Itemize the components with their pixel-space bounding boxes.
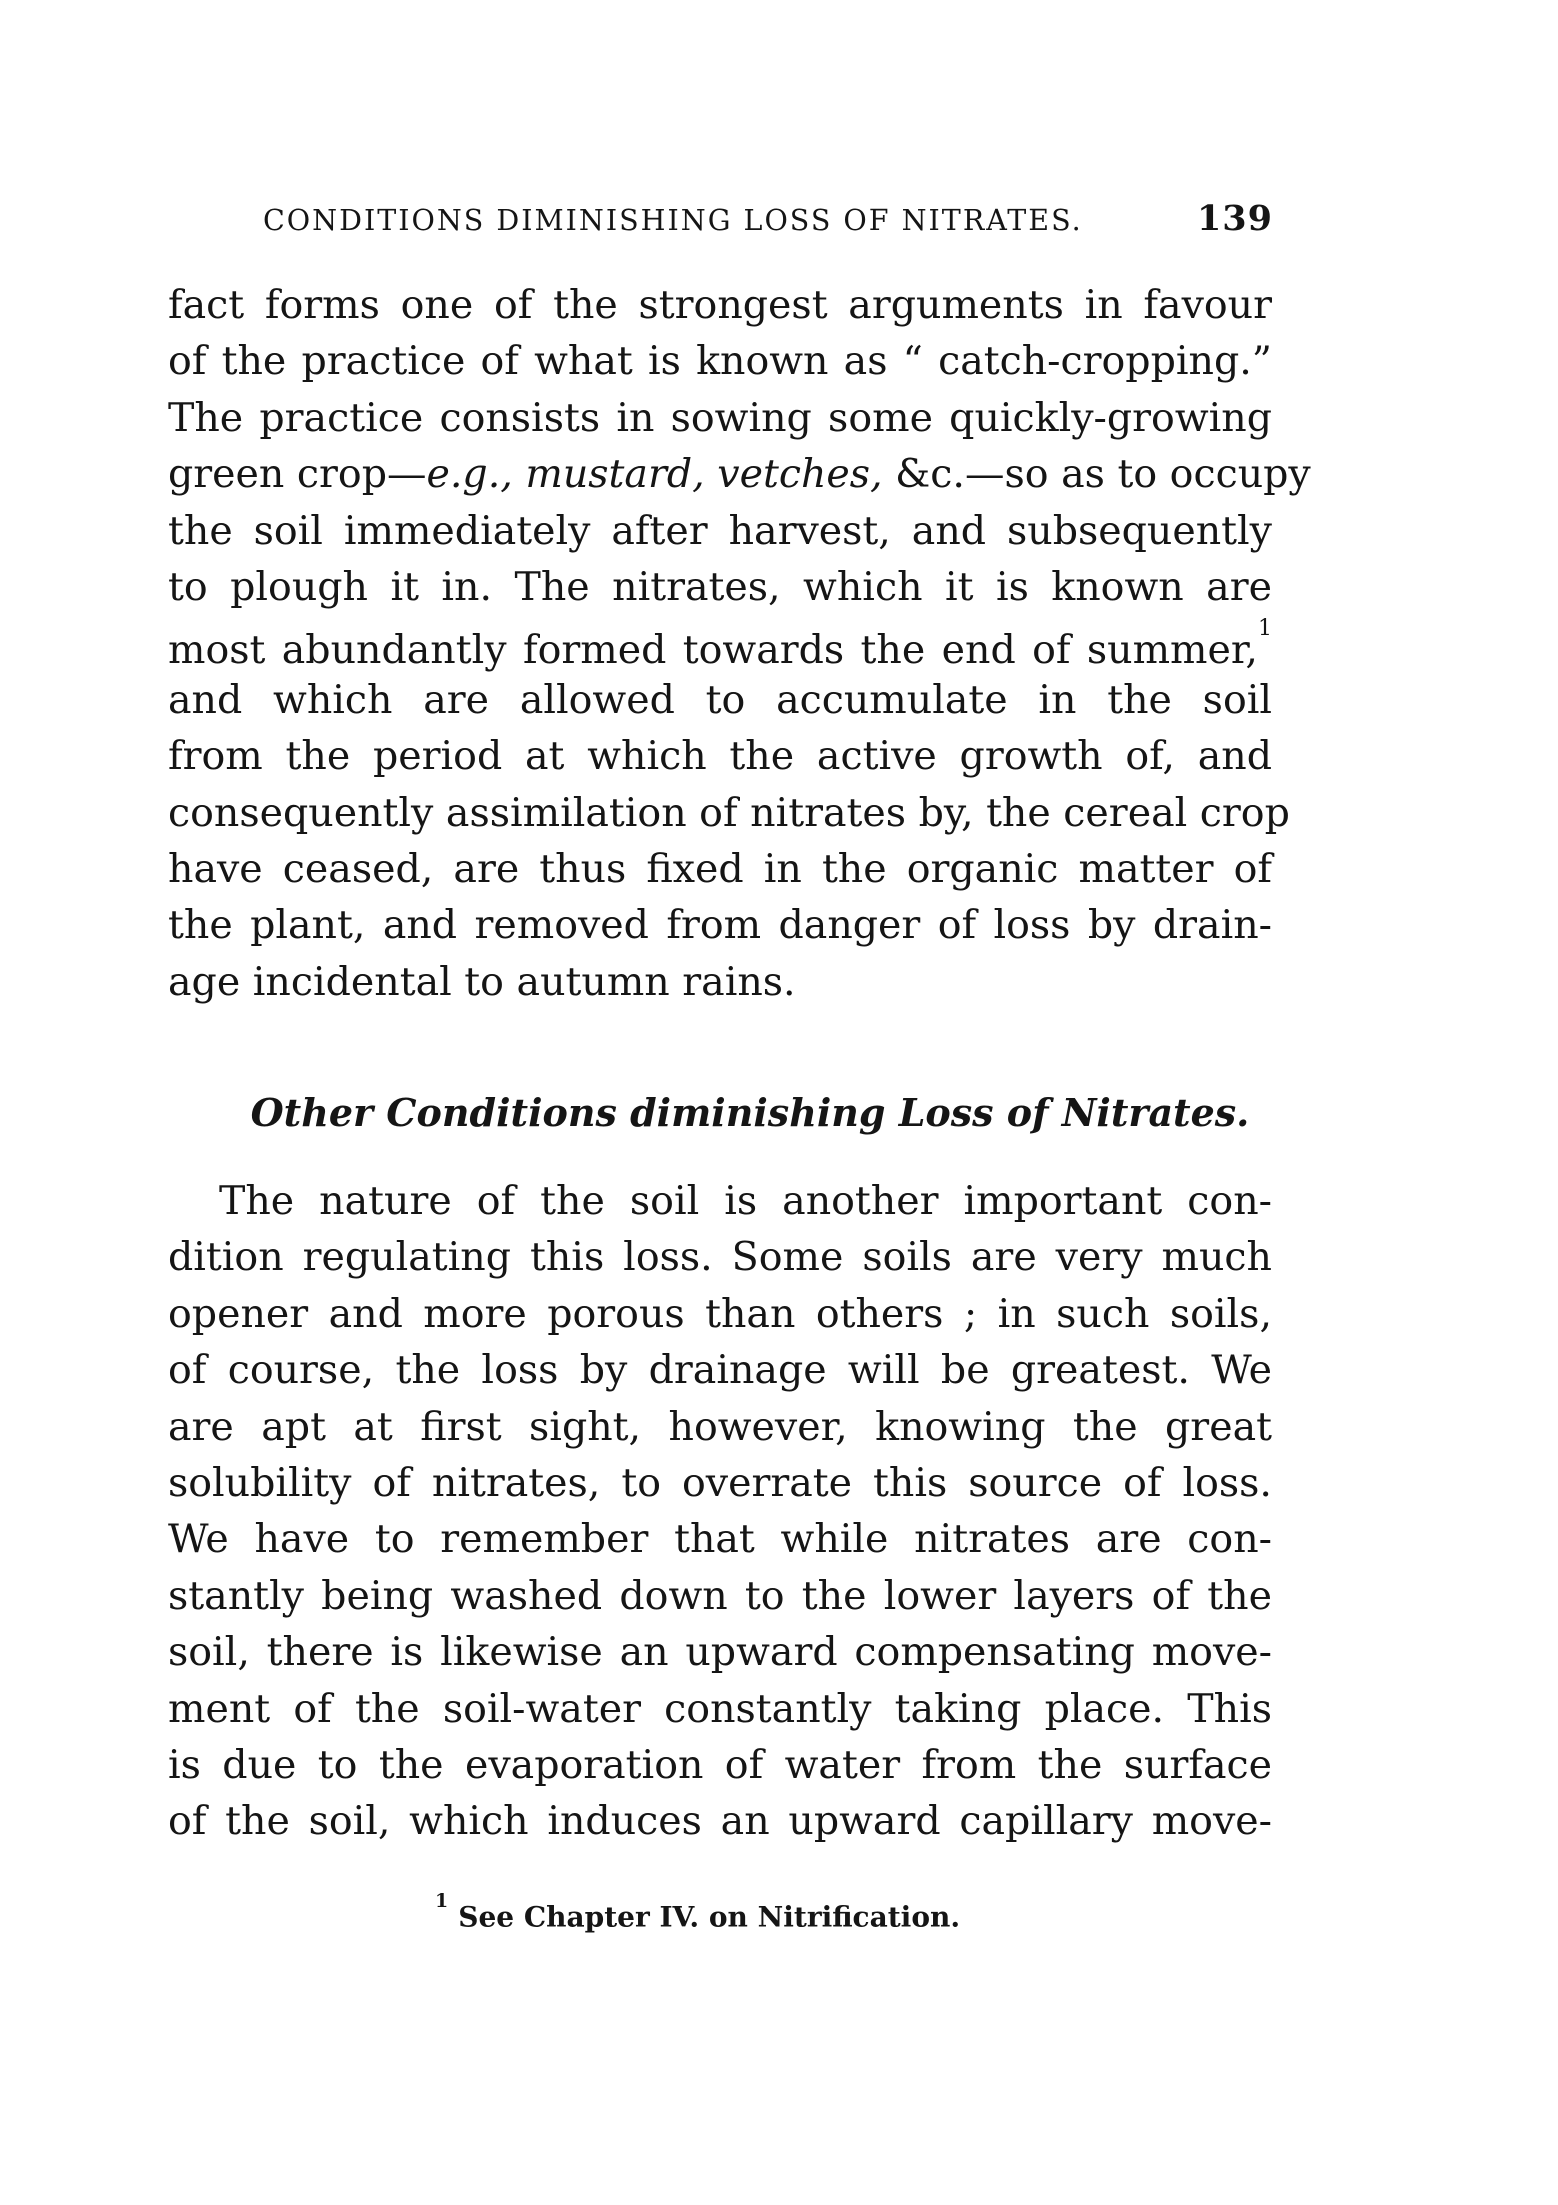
text-segment: green crop— (168, 451, 427, 498)
text-line: soil, there is likewise an upward compensating move- (168, 1629, 1272, 1676)
text-segment: &c.—so as to occupy (882, 451, 1311, 498)
text-line: of the practice of what is known as “ catch-cropping.” (168, 338, 1272, 385)
text-line (168, 446, 1311, 502)
text-segment: most abundantly formed towards the end of summer, (168, 627, 1258, 674)
text-line: have ceased, are thus fixed in the organic matter of (168, 845, 1272, 892)
footnote (435, 1890, 960, 1937)
paragraph-2 (168, 1173, 1272, 1850)
text-line: We have to remember that while nitrates are con- (168, 1516, 1272, 1563)
footnote-text: See Chapter IV. on Nitrification. (458, 1900, 961, 1934)
text-line: age incidental to autumn rains. (168, 958, 796, 1005)
text-line: of the soil, which induces an upward capillary move- (168, 1798, 1272, 1845)
text-line: dition regulating this loss. Some soils are very much (168, 1234, 1272, 1281)
running-head (263, 198, 1273, 248)
text-line: The nature of the soil is another important con- (219, 1178, 1272, 1224)
text-line: the soil immediately after harvest, and subsequently (168, 507, 1272, 554)
section-heading: Other Conditions diminishing Loss of Nitrates. (250, 1090, 1250, 1135)
text-line (168, 615, 1272, 674)
text-line: The practice consists in sowing some quickly-growing (168, 394, 1272, 441)
page-number: 139 (1196, 198, 1273, 239)
text-line: is due to the evaporation of water from the surface (168, 1741, 1272, 1788)
footnote-number: 1 (435, 1890, 449, 1912)
text-line: stantly being washed down to the lower layers of the (168, 1572, 1272, 1619)
text-line: the plant, and removed from danger of loss by drain- (168, 902, 1272, 949)
text-line: consequently assimilation of nitrates by, the cereal crop (168, 789, 1290, 836)
running-title: CONDITIONS DIMINISHING LOSS OF NITRATES. (263, 204, 1083, 237)
text-line: ment of the soil-water constantly taking place. This (168, 1685, 1272, 1732)
text-line: from the period at which the active growth of, and (168, 733, 1272, 780)
text-line: to plough it in. The nitrates, which it is known are (168, 563, 1272, 610)
text-line: are apt at first sight, however, knowing the great (168, 1403, 1272, 1450)
text-line: fact forms one of the strongest arguments in favour (168, 282, 1272, 328)
text-line: solubility of nitrates, to overrate this source of loss. (168, 1459, 1272, 1506)
paragraph-1 (168, 277, 1311, 1010)
text-line: and which are allowed to accumulate in the soil (168, 676, 1272, 723)
italic-examples: e.g., mustard, vetches, (426, 451, 883, 498)
text-line: opener and more porous than others ; in such soils, (168, 1290, 1272, 1337)
text-line: of course, the loss by drainage will be greatest. We (168, 1347, 1272, 1394)
footnote-reference: 1 (1258, 616, 1272, 642)
